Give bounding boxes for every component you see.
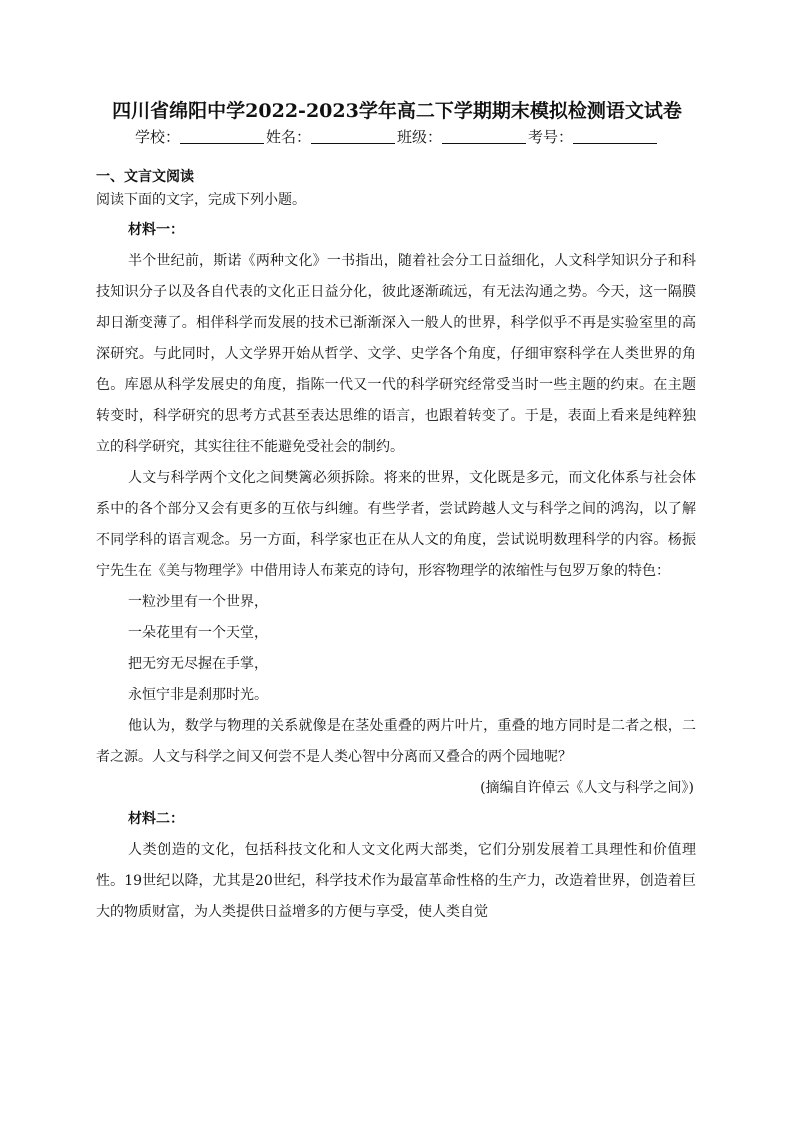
exam-number-blank[interactable] xyxy=(573,129,657,144)
poem-line: 永恒宁非是刹那时光。 xyxy=(128,687,268,703)
class-blank[interactable] xyxy=(442,129,526,144)
material-one-paragraph-2: 人文与科学两个文化之间樊篱必须拆除。将来的世界，文化既是多元，而文化体系与社会体系中的各个部分又会有更多的互依与纠缠。有些学者，尝试跨越人文与科学之间的鸿沟，以了解不同学科的语言观念。另一方面，科学家也正在从人文的角度，尝试说明数理科学的内容。杨振宁先生在《美与物理学》中借用诗人布莱克的诗句，形容物理学的浓缩性与包罗万象的特色： xyxy=(96,470,696,579)
poem-line: 一粒沙里有一个世界， xyxy=(128,594,268,610)
poem-line: 一朵花里有一个天堂， xyxy=(128,625,268,641)
material-one-paragraph-3: 他认为，数学与物理的关系就像是在茎处重叠的两片叶片，重叠的地方同时是二者之根，二者之源。人文与科学之间又何尝不是人类心智中分离而又叠合的两个园地呢？ xyxy=(96,718,696,765)
section-heading: 一、文言文阅读 xyxy=(96,169,194,185)
material-two-paragraph-1: 人类创造的文化，包括科技文化和人文文化两大部类，它们分别发展着工具理性和价值理性。19世纪以降，尤其是20世纪，科学技术作为最富革命性格的生产力，改造着世界，创造着巨大的物质财富，为人类提供日益增多的方便与享受，使人类自觉 xyxy=(96,842,696,920)
student-info-line xyxy=(0,126,794,147)
section-instruction: 阅读下面的文字，完成下列小题。 xyxy=(96,192,306,208)
exam-number-label: 考号： xyxy=(528,128,574,146)
material-two-label: 材料二： xyxy=(128,811,184,827)
poem-line: 把无穷无尽握在手掌， xyxy=(128,656,268,672)
reading-passage xyxy=(96,215,696,928)
name-label: 姓名： xyxy=(265,128,311,146)
material-one-label: 材料一： xyxy=(128,222,184,238)
name-blank[interactable] xyxy=(311,129,395,144)
page-title: 四川省绵阳中学2022-2023学年高二下学期期末模拟检测语文试卷 xyxy=(112,100,682,122)
material-one-paragraph-1: 半个世纪前，斯诺《两种文化》一书指出，随着社会分工日益细化，人文科学知识分子和科技知识分子以及各自代表的文化正日益分化，彼此逐渐疏远，有无法沟通之势。今天，这一隔膜却日渐变薄了。相伴科学而发展的技术已渐渐深入一般人的世界，科学似乎不再是实验室里的高深研究。与此同时，人文学界开始从哲学、文学、史学各个角度，仔细审察科学在人类世界的角色。库恩从科学发展史的角度，指陈一代又一代的科学研究经常受当时一些主题的约束。在主题转变时，科学研究的思考方式甚至表达思维的语言，也跟着转变了。于是，表面上看来是纯粹独立的科学研究，其实往往不能避免受社会的制约。 xyxy=(96,253,696,455)
school-blank[interactable] xyxy=(180,129,264,144)
material-one-source: (摘编自许倬云《人文与科学之间》) xyxy=(480,780,694,796)
school-label: 学校： xyxy=(134,128,180,146)
class-label: 班级： xyxy=(397,128,443,146)
